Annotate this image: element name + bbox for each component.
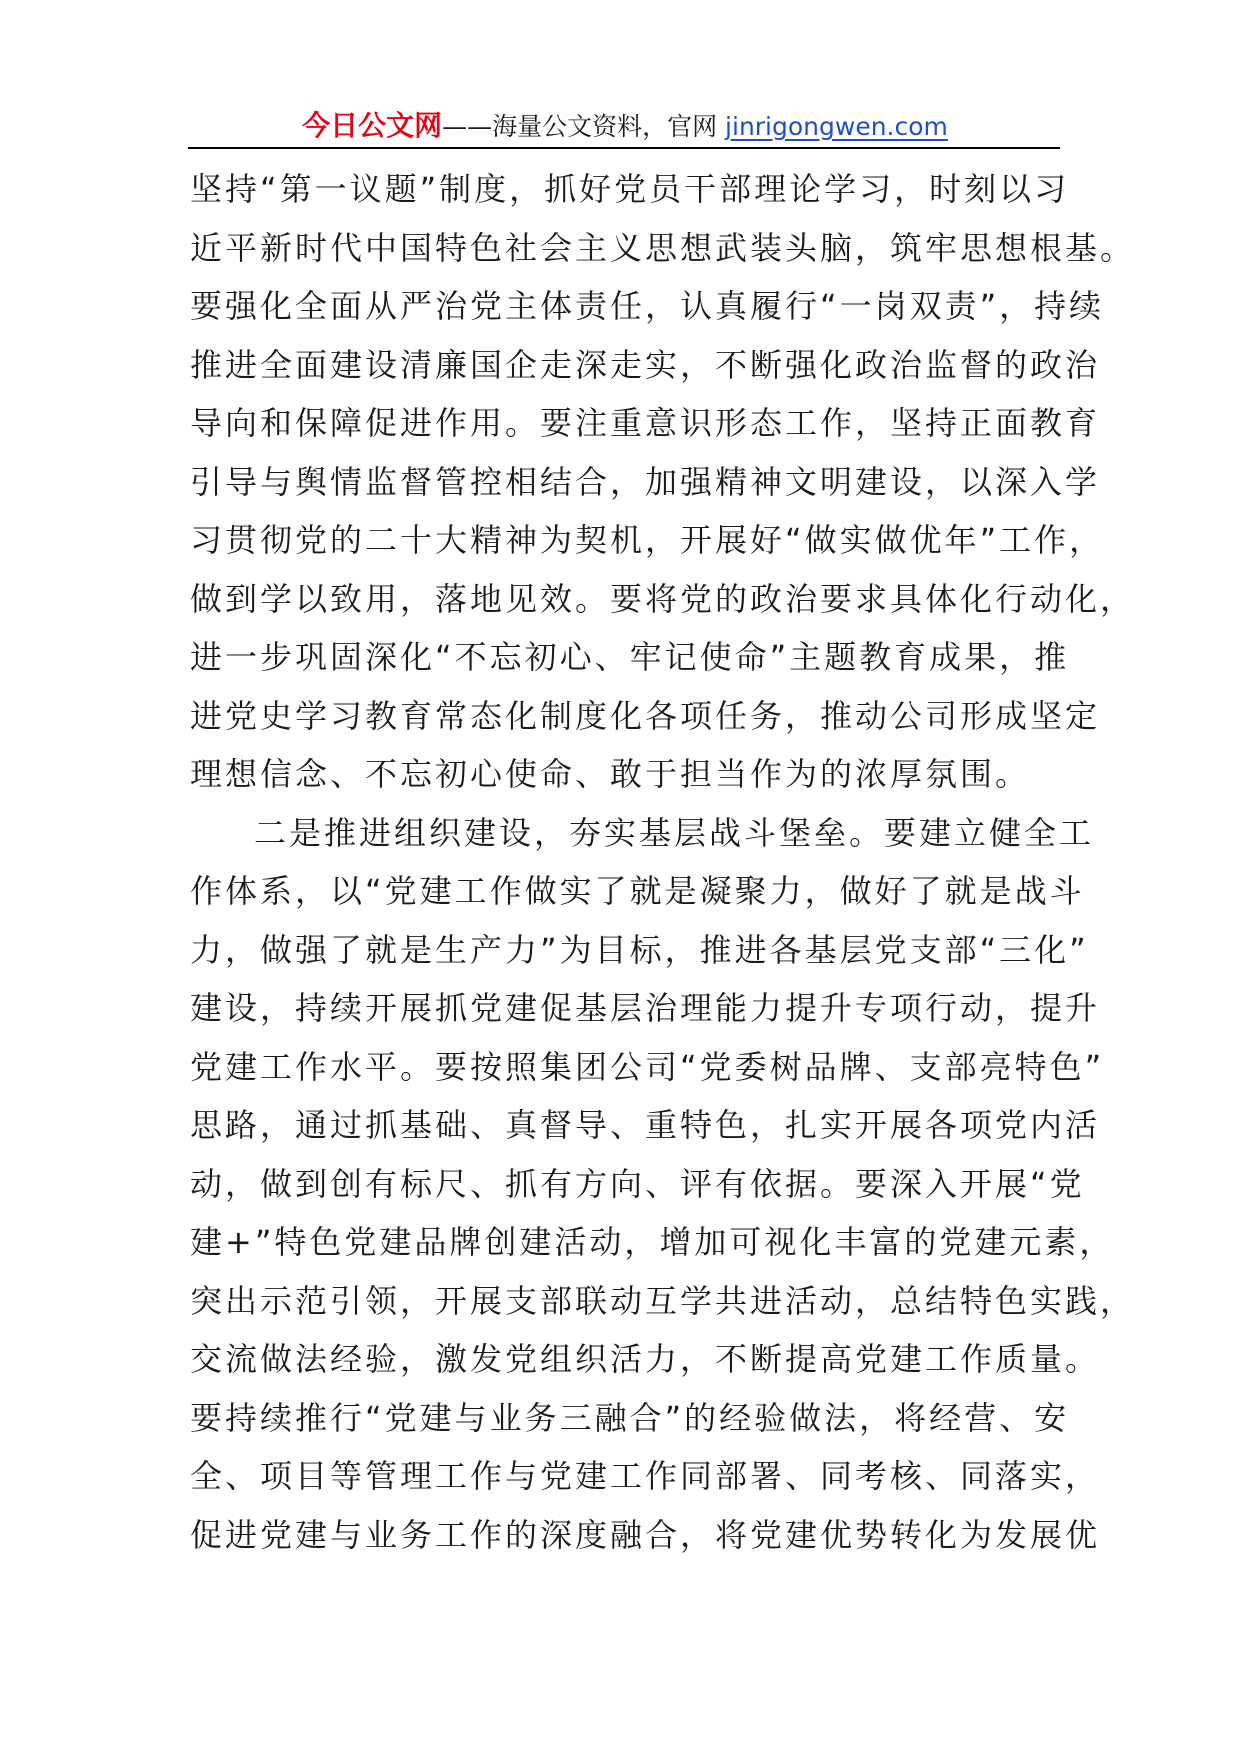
text-line: 引导与舆情监督管控相结合，加强精神文明建设，以深入学 <box>190 462 1101 501</box>
text-line: 进一步巩固深化“不忘初心、牢记使命”主题教育成果，推 <box>190 638 1070 676</box>
text-line: 导向和保障促进作用。要注重意识形态工作，坚持正面教育 <box>190 404 1101 442</box>
text-line: 理想信念、不忘初心使命、敢于担当作为的浓厚氛围。 <box>190 755 1031 793</box>
page-header <box>190 106 1060 146</box>
text-line: 做到学以致用，落地见效。要将党的政治要求具体化行动化， <box>190 579 1136 618</box>
text-line: 党建工作水平。要按照集团公司“党委树品牌、支部亮特色” <box>190 1047 1105 1086</box>
text-line: 坚持“第一议题”制度，抓好党员干部理论学习，时刻以习 <box>190 170 1070 208</box>
site-link[interactable]: jinrigongwen.com <box>725 112 948 141</box>
text-line: 力，做强了就是生产力”为目标，推进各基层党支部“三化” <box>190 930 1089 969</box>
header-tagline: ——海量公文资料，官网 <box>442 112 726 141</box>
text-line: 作体系，以“党建工作做实了就是凝聚力，做好了就是战斗 <box>190 872 1085 910</box>
brand-name: 今日公文网 <box>302 109 443 142</box>
text-line: 交流做法经验，激发党组织活力，不断提高党建工作质量。 <box>190 1340 1101 1378</box>
text-line: 进党史学习教育常态化制度化各项任务，推动公司形成坚定 <box>190 696 1101 735</box>
text-line: 推进全面建设清廉国企走深走实，不断强化政治监督的政治 <box>190 345 1101 384</box>
text-line: 促进党建与业务工作的深度融合，将党建优势转化为发展优 <box>190 1515 1101 1554</box>
text-line: 建设，持续开展抓党建促基层治理能力提升专项行动，提升 <box>190 989 1101 1027</box>
text-line: 要持续推行“党建与业务三融合”的经验做法，将经营、安 <box>190 1398 1070 1437</box>
text-line: 全、项目等管理工作与党建工作同部署、同考核、同落实， <box>190 1457 1101 1495</box>
header-divider <box>188 147 1060 149</box>
text-line: 思路，通过抓基础、真督导、重特色，扎实开展各项党内活 <box>190 1106 1101 1144</box>
document-body <box>190 160 1136 1564</box>
text-line: 近平新时代中国特色社会主义思想武装头脑，筑牢思想根基。 <box>190 228 1136 267</box>
text-line: 突出示范引领，开展支部联动互学共进活动，总结特色实践， <box>190 1281 1136 1320</box>
paragraph-heading-line: 二是推进组织建设，夯实基层战斗堡垒。要建立健全工 <box>254 813 1095 852</box>
text-line: 建+”特色党建品牌创建活动，增加可视化丰富的党建元素， <box>190 1223 1115 1261</box>
text-line: 要强化全面从严治党主体责任，认真履行“一岗双责”，持续 <box>190 287 1105 325</box>
text-line: 动，做到创有标尺、抓有方向、评有依据。要深入开展“党 <box>190 1164 1085 1203</box>
text-line: 习贯彻党的二十大精神为契机，开展好“做实做优年”工作， <box>190 521 1105 559</box>
